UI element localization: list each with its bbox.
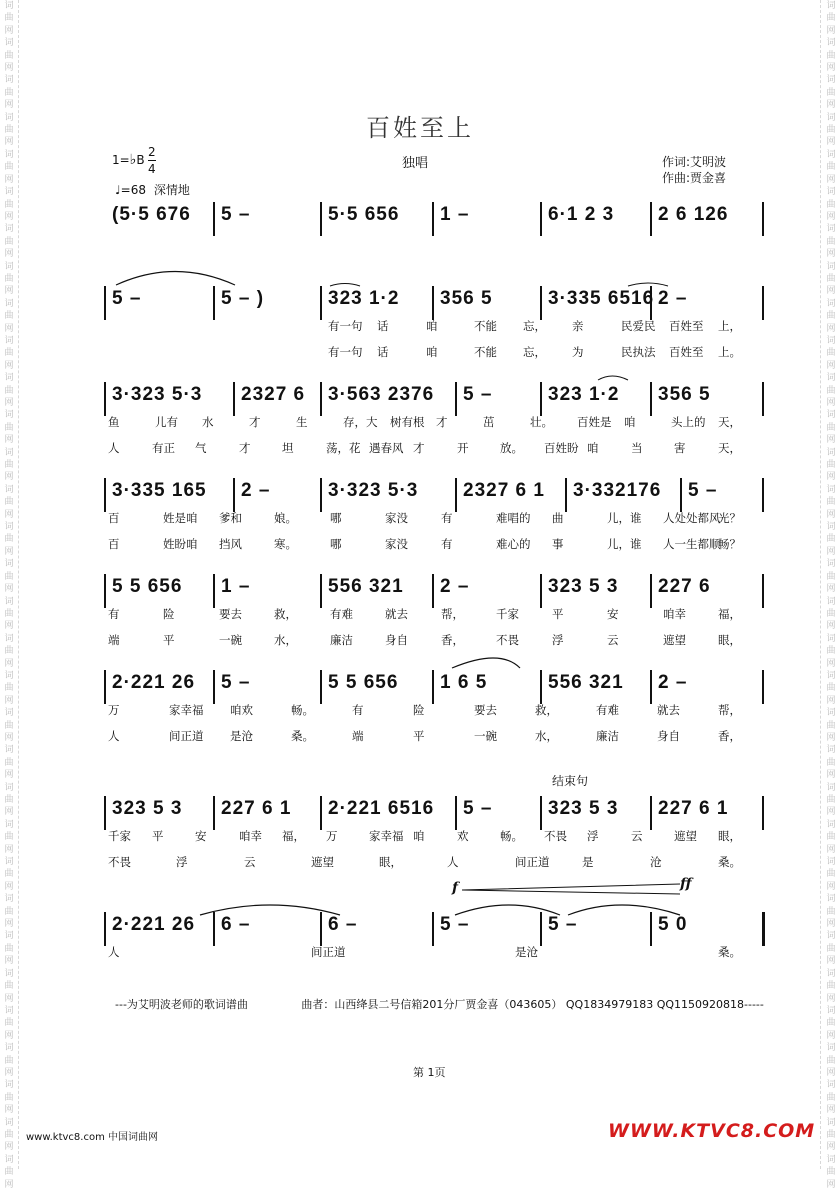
crescendo: [462, 884, 680, 894]
lyric-syllable: 茁: [483, 415, 495, 429]
lyric-syllable: 水: [202, 415, 214, 429]
lyric-syllable: 有: [108, 607, 120, 621]
lyric-syllable: 光？: [718, 511, 741, 525]
lyric-syllable: 福，: [718, 607, 741, 621]
slur: [628, 283, 668, 286]
lyric-syllable: 间正道: [515, 855, 550, 869]
lyric-syllable: 云: [244, 855, 256, 869]
lyric-syllable: 才: [413, 441, 425, 455]
lyric-syllable: 平: [413, 729, 425, 743]
lyric-syllable: 桑。: [718, 855, 741, 869]
measure-notes: 5 5 656: [112, 576, 183, 597]
measure-notes: 227 6 1: [658, 798, 729, 819]
lyric-syllable: 百: [108, 537, 120, 551]
lyric-syllable: 事: [552, 537, 564, 551]
lyric-syllable: 咱欢: [230, 703, 253, 717]
measure-notes: 5 –: [463, 384, 493, 405]
measure-notes: 5·5 656: [328, 204, 400, 225]
time-bottom: 4: [148, 162, 156, 176]
lyric-syllable: 哪: [330, 511, 342, 525]
measure-notes: 323 1·2: [548, 384, 620, 405]
measure-notes: 5 –: [440, 914, 470, 935]
measure-notes: 323 5 3: [548, 798, 619, 819]
slur: [455, 905, 560, 915]
lyric-syllable: 家幸福: [369, 829, 404, 843]
lyric-syllable: 忘，: [523, 319, 546, 333]
slur: [116, 272, 235, 286]
measure-notes: 3·335 165: [112, 480, 207, 501]
lyric-syllable: 天，: [718, 415, 741, 429]
lyric-syllable: 就去: [657, 703, 680, 717]
measure-notes: 323 5 3: [112, 798, 183, 819]
right-watermark: 词曲网词曲网词曲网词曲网词曲网词曲网词曲网词曲网词曲网词曲网词曲网词曲网词曲网词曲网词曲网词曲网词曲网词曲网词曲网词曲网词曲网词曲网词曲网词曲网词曲网词曲网词曲网词曲网词曲网词曲网词曲网词曲网: [826, 1, 836, 1190]
lyricist-credit: 作词:艾明波: [662, 155, 727, 169]
lyric-syllable: 间正道: [311, 945, 346, 959]
lyric-syllable: 咱: [624, 415, 636, 429]
lyric-syllable: 难唱的: [496, 511, 531, 525]
measure-notes: 6 –: [328, 914, 358, 935]
lyric-syllable: 有一句: [328, 345, 363, 359]
lyric-syllable: 欢: [457, 829, 469, 843]
dynamic-fortissimo: ff: [680, 876, 692, 892]
lyric-syllable: 百姓盼: [544, 441, 579, 455]
lyric-syllable: 平: [152, 829, 164, 843]
lyric-syllable: 是: [582, 855, 594, 869]
lyric-syllable: 遮望: [674, 829, 697, 843]
lyric-syllable: 香，: [718, 729, 741, 743]
flat-symbol: ♭: [129, 152, 137, 168]
lyric-syllable: 遮望: [663, 633, 686, 647]
slur: [598, 376, 628, 380]
lyric-syllable: 不能: [474, 345, 497, 359]
lyric-syllable: 有: [441, 511, 453, 525]
measure-notes: 5 –: [548, 914, 578, 935]
lyric-syllable: 咱: [426, 345, 438, 359]
lyric-syllable: 放。: [500, 441, 523, 455]
lyric-syllable: 不畏: [108, 855, 131, 869]
lyric-syllable: 就去: [385, 607, 408, 621]
lyric-syllable: 民执法: [621, 345, 656, 359]
lyric-syllable: 儿，谁: [607, 511, 642, 525]
measure-notes: 6·1 2 3: [548, 204, 615, 225]
lyric-syllable: 桑。: [718, 945, 741, 959]
lyric-syllable: 鱼: [108, 415, 120, 429]
lyric-syllable: 咱: [587, 441, 599, 455]
site-logo: WWW.KTVC8.COM: [608, 1120, 816, 1142]
expression-mark: 深情地: [153, 183, 190, 197]
song-title: 百姓至上: [366, 114, 474, 142]
lyric-syllable: 忘，: [523, 345, 546, 359]
lyric-syllable: 险: [163, 607, 175, 621]
lyric-syllable: 万: [108, 703, 120, 717]
lyric-syllable: 害: [674, 441, 686, 455]
measure-notes: 2·221 26: [112, 672, 196, 693]
lyric-syllable: 云: [631, 829, 643, 843]
measure-notes: 356 5: [658, 384, 711, 405]
lyric-syllable: 不畏: [544, 829, 567, 843]
lyric-syllable: 咱幸: [663, 607, 686, 621]
time-top: 2: [148, 145, 156, 159]
lyric-syllable: 畅。: [500, 829, 523, 843]
lyric-syllable: 树有根: [390, 415, 425, 429]
lyric-syllable: 爹和: [219, 511, 242, 525]
lyric-syllable: 挡风: [219, 537, 242, 551]
measure-notes: 5 0: [658, 914, 688, 935]
lyric-syllable: 人: [108, 729, 120, 743]
lyric-syllable: 遇春风: [369, 441, 404, 455]
measure-notes: 5 –: [221, 204, 251, 225]
lyric-syllable: 救，: [535, 703, 558, 717]
lyric-syllable: 才: [239, 441, 251, 455]
lyric-syllable: 香，: [441, 633, 464, 647]
lyric-syllable: 咱: [413, 829, 425, 843]
footer-left: ---为艾明波老师的歌词谱曲: [115, 998, 248, 1011]
measure-notes: 5 –: [688, 480, 718, 501]
lyric-syllable: 云: [607, 633, 619, 647]
lyric-syllable: 家没: [385, 537, 408, 551]
lyric-syllable: 救，: [274, 607, 297, 621]
lyric-syllable: 有难: [330, 607, 353, 621]
lyric-syllable: 儿，谁: [607, 537, 642, 551]
lyric-syllable: 千家: [496, 607, 519, 621]
lyric-syllable: 人处处都风: [663, 511, 721, 525]
lyric-syllable: 要去: [474, 703, 497, 717]
lyric-syllable: 沧: [650, 855, 662, 869]
measure-notes: 2 –: [658, 672, 688, 693]
lyric-syllable: 当: [631, 441, 643, 455]
lyric-syllable: 话: [377, 319, 389, 333]
lyric-syllable: 姓盼咱: [163, 537, 198, 551]
lyric-syllable: 浮: [552, 633, 564, 647]
lyric-syllable: 曲: [552, 511, 564, 525]
measure-notes: 556 321: [548, 672, 624, 693]
lyric-syllable: 家幸福: [169, 703, 204, 717]
measure-notes: 6 –: [221, 914, 251, 935]
lyric-syllable: 壮。: [530, 415, 553, 429]
lyric-syllable: 一碗: [474, 729, 497, 743]
lyric-syllable: 荡，花: [326, 441, 361, 455]
lyric-syllable: 上，: [718, 319, 741, 333]
measure-notes: 1 –: [221, 576, 251, 597]
key-letter: B: [136, 153, 145, 167]
slur: [330, 284, 360, 287]
lyric-syllable: 坦: [282, 441, 294, 455]
lyric-syllable: 气: [195, 441, 207, 455]
lyric-syllable: 上。: [718, 345, 741, 359]
lyric-syllable: 姓是咱: [163, 511, 198, 525]
lyric-syllable: 桑。: [291, 729, 314, 743]
measure-notes: 1 –: [440, 204, 470, 225]
measure-notes: 3·332176: [573, 480, 662, 501]
lyric-syllable: 端: [108, 633, 120, 647]
lyric-syllable: 儿有: [155, 415, 178, 429]
lyric-syllable: 生: [296, 415, 308, 429]
measure-notes: 2 6 126: [658, 204, 729, 225]
lyric-syllable: 有: [441, 537, 453, 551]
measure-notes: 356 5: [440, 288, 493, 309]
lyric-syllable: 浮: [176, 855, 188, 869]
measure-notes: 5 –: [112, 288, 142, 309]
lyric-syllable: 廉洁: [596, 729, 619, 743]
footer-right: 曲者：山西绛县二号信箱201分厂贾金喜（043605） QQ1834979183 QQ1150920818-----: [301, 998, 764, 1011]
measure-notes: 323 5 3: [548, 576, 619, 597]
measure-notes: 3·335 6516: [548, 288, 655, 309]
lyric-syllable: 帮，: [718, 703, 741, 717]
lyric-syllable: 百姓至: [669, 345, 704, 359]
measure-notes: 2 –: [658, 288, 688, 309]
lyric-syllable: 畅？: [718, 537, 741, 551]
lyric-syllable: 哪: [330, 537, 342, 551]
lyric-syllable: 廉洁: [330, 633, 353, 647]
measure-notes: 227 6 1: [221, 798, 292, 819]
composer-credit: 作曲:贾金喜: [662, 171, 727, 185]
lyric-syllable: 亲: [572, 319, 584, 333]
lyric-syllable: 水，: [274, 633, 297, 647]
measure-notes: 3·323 5·3: [328, 480, 419, 501]
lyric-syllable: 有难: [596, 703, 619, 717]
page-number: 第 1页: [413, 1066, 446, 1079]
lyric-syllable: 人: [108, 441, 120, 455]
measure-notes: 227 6: [658, 576, 711, 597]
lyric-syllable: 千家: [108, 829, 131, 843]
lyric-syllable: 百: [108, 511, 120, 525]
lyric-syllable: 安: [195, 829, 207, 843]
lyric-syllable: 家没: [385, 511, 408, 525]
left-watermark: 词曲网词曲网词曲网词曲网词曲网词曲网词曲网词曲网词曲网词曲网词曲网词曲网词曲网词曲网词曲网词曲网词曲网词曲网词曲网词曲网词曲网词曲网词曲网词曲网词曲网词曲网词曲网词曲网词曲网词曲网词曲网词曲网: [4, 1, 14, 1190]
lyric-syllable: 开: [457, 441, 469, 455]
lyric-syllable: 福，: [282, 829, 305, 843]
lyric-syllable: 眼，: [718, 829, 741, 843]
performance-type: 独唱: [402, 156, 429, 171]
lyric-syllable: 险: [413, 703, 425, 717]
lyric-syllable: 人一生都顺: [663, 537, 721, 551]
measure-notes: 5 – ): [221, 288, 265, 309]
lyric-syllable: 人: [108, 945, 120, 959]
lyric-syllable: 不畏: [496, 633, 519, 647]
lyric-syllable: 眼，: [379, 855, 402, 869]
measure-notes: 323 1·2: [328, 288, 400, 309]
measure-notes: 1 6 5: [440, 672, 488, 693]
lyric-syllable: 寒。: [274, 537, 297, 551]
lyric-syllable: 端: [352, 729, 364, 743]
site-url: www.ktvc8.com 中国词曲网: [26, 1132, 159, 1143]
lyric-syllable: 咱幸: [239, 829, 262, 843]
lyric-syllable: 不能: [474, 319, 497, 333]
lyric-syllable: 是沧: [230, 729, 253, 743]
measure-notes: 556 321: [328, 576, 404, 597]
lyric-syllable: 身自: [385, 633, 408, 647]
lyric-syllable: 帮，: [441, 607, 464, 621]
measure-notes: 2 –: [440, 576, 470, 597]
measure-notes: 2·221 6516: [328, 798, 435, 819]
lyric-syllable: 遮望: [311, 855, 334, 869]
lyric-syllable: 存，大: [343, 415, 378, 429]
ending-label: 结束句: [552, 774, 589, 788]
lyric-syllable: 平: [163, 633, 175, 647]
slur: [200, 905, 340, 915]
measure-notes: 3·563 2376: [328, 384, 435, 405]
lyric-syllable: 一碗: [219, 633, 242, 647]
lyric-syllable: 头上的: [671, 415, 706, 429]
lyric-syllable: 畅。: [291, 703, 314, 717]
lyric-syllable: 万: [326, 829, 338, 843]
lyric-syllable: 才: [249, 415, 261, 429]
note-icon: ♩: [115, 183, 121, 197]
measure-notes: 3·323 5·3: [112, 384, 203, 405]
lyric-syllable: 百姓是: [577, 415, 612, 429]
measure-notes: 2327 6: [241, 384, 306, 405]
dynamic-forte: f: [452, 880, 459, 896]
measure-notes: 5 –: [221, 672, 251, 693]
lyric-syllable: 要去: [219, 607, 242, 621]
measure-notes: 5 5 656: [328, 672, 399, 693]
lyric-syllable: 难心的: [496, 537, 531, 551]
slur: [568, 905, 680, 915]
lyric-syllable: 安: [607, 607, 619, 621]
lyric-syllable: 为: [572, 345, 584, 359]
lyric-syllable: 娘。: [274, 511, 297, 525]
lyric-syllable: 是沧: [515, 945, 538, 959]
lyric-syllable: 话: [377, 345, 389, 359]
lyric-syllable: 咱: [426, 319, 438, 333]
lyric-syllable: 间正道: [169, 729, 204, 743]
slur: [452, 658, 520, 668]
lyric-syllable: 才: [436, 415, 448, 429]
measure-notes: 2·221 26: [112, 914, 196, 935]
lyric-syllable: 平: [552, 607, 564, 621]
lyric-syllable: 民爱民: [621, 319, 656, 333]
lyric-syllable: 百姓至: [669, 319, 704, 333]
lyric-syllable: 身自: [657, 729, 680, 743]
lyric-syllable: 天，: [718, 441, 741, 455]
lyric-syllable: 有正: [152, 441, 175, 455]
lyric-syllable: 浮: [587, 829, 599, 843]
lyric-syllable: 人: [447, 855, 459, 869]
lyric-syllable: 有: [352, 703, 364, 717]
lyric-syllable: 水，: [535, 729, 558, 743]
measure-notes: 2327 6 1: [463, 480, 545, 501]
measure-notes: 5 –: [463, 798, 493, 819]
tempo-value: =68: [120, 183, 146, 197]
lyric-syllable: 眼，: [718, 633, 741, 647]
footer-note: [115, 996, 764, 1012]
measure-notes: 2 –: [241, 480, 271, 501]
measure-notes: (5·5 676: [112, 204, 191, 225]
lyric-syllable: 有一句: [328, 319, 363, 333]
key-label: 1=: [112, 153, 130, 167]
